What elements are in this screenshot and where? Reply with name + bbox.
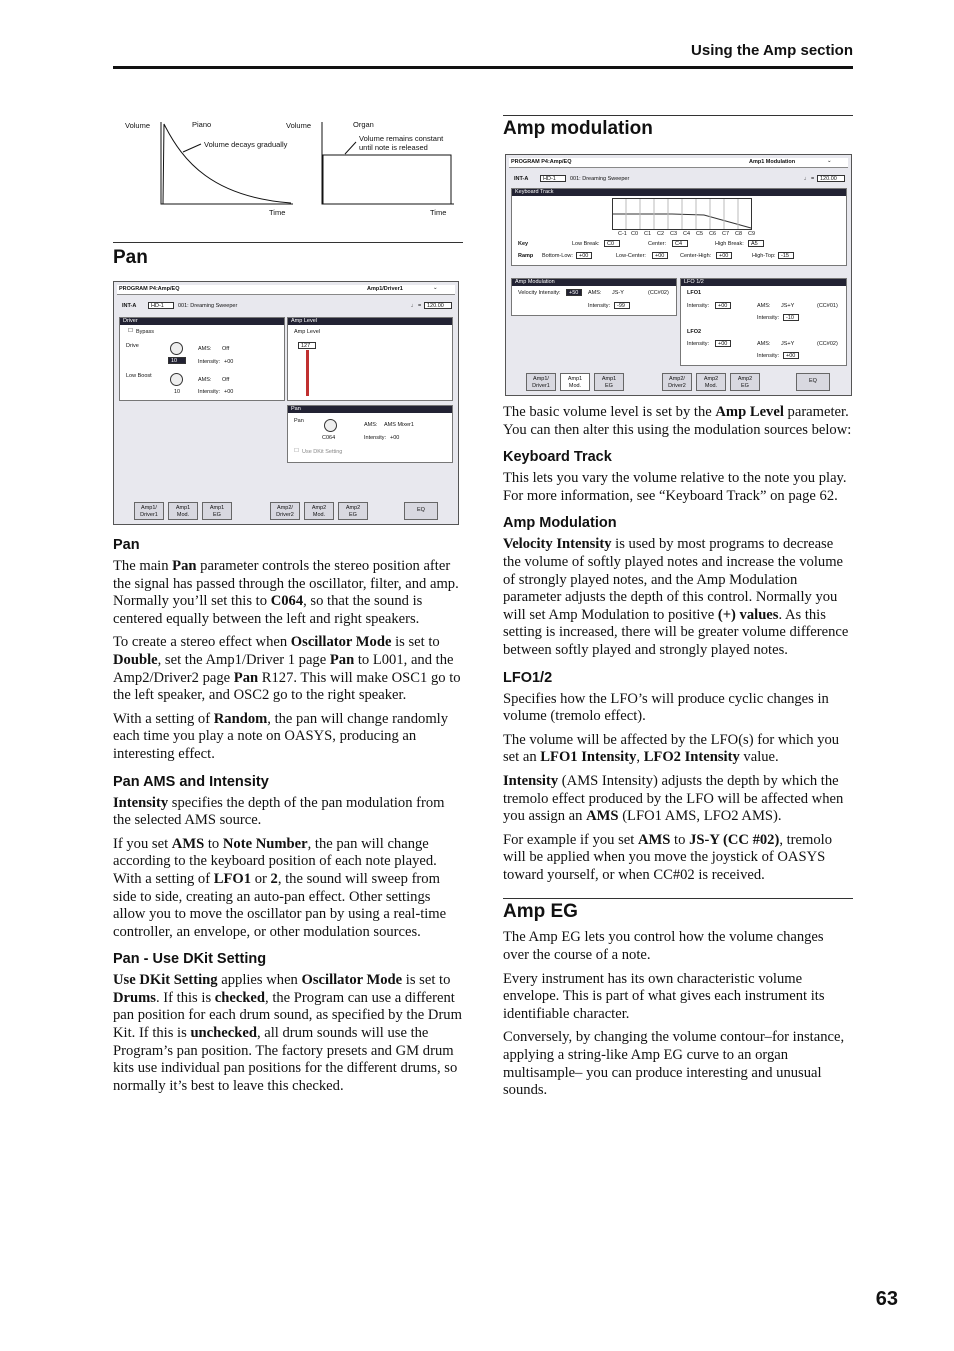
paragraph: The Amp EG lets you control how the volume changes over the course of a note.	[503, 929, 824, 964]
key-label: C5	[696, 231, 704, 237]
tab-amp1-eg[interactable]: Amp1 EG	[202, 502, 232, 520]
lfo-panel: LFO 1/2 LFO1 Intensity: +00 AMS: JS+Y (CC#01) Intensity: -10 LFO2 Intensity: +00 AMS: JS+Y (CC#02) Intensity: +00	[680, 278, 847, 366]
left-name: Piano	[192, 120, 212, 129]
left-column	[113, 537, 463, 1101]
amp-eg-rule	[503, 898, 853, 899]
drive-knob[interactable]	[170, 342, 183, 355]
keyboard-track-panel: Keyboard Track C-1 C0 C1 C2 C3 C4 C5 C6 C7 C8 C9 Key Low Break: C0 Center: C4 High Break: A5 Ramp Bottom-Low: +00 Low-Center: +00 Center-High: +00 High-Top: -15	[511, 188, 847, 266]
amp-level-slider[interactable]	[306, 350, 309, 396]
tab-amp2-mod[interactable]: Amp2 Mod.	[304, 502, 334, 520]
left-note: Volume decays gradually	[204, 140, 288, 149]
left-xlabel: Time	[269, 208, 286, 217]
pan-rule	[113, 242, 463, 243]
right-column	[503, 404, 853, 1106]
window-titlebar: PROGRAM P4:Amp/EQ Amp1 Modulation ⌄	[509, 158, 848, 168]
heading-pan-dkit: Pan - Use DKit Setting	[113, 951, 267, 968]
paragraph: Every instrument has its own characteristic volume envelope. This is part of what gives each instrument its identifiable character.	[503, 970, 825, 1022]
tab-amp2-eg[interactable]: Amp2 EG	[338, 502, 368, 520]
low-boost-knob[interactable]	[170, 373, 183, 386]
key-label: C2	[657, 231, 665, 237]
section-title-amp-eg: Amp EG	[503, 901, 578, 923]
key-label: C7	[722, 231, 730, 237]
keyboard-track-graph	[612, 198, 752, 230]
paragraph: The main Pan parameter controls the stereo position after the signal has passed through the oscillator, filter, and amp. Normally you’ll set this to C064, so that the sound is centered equally between the left and right speakers.	[113, 558, 459, 627]
right-name: Organ	[353, 120, 374, 129]
tab-eq[interactable]: EQ	[796, 373, 830, 391]
key-label: C1	[644, 231, 652, 237]
amp-mod-panel: Amp Modulation Velocity Intensity: +50 AMS: JS-Y (CC#02) Intensity: -99	[511, 278, 677, 316]
pan-panel: Pan Pan C064 AMS: AMS Mixer1 Intensity: +00 ☐ Use DKit Setting	[287, 405, 453, 463]
heading-pan: Pan	[113, 537, 140, 553]
paragraph: Use DKit Setting applies when Oscillator Mode is set to Drums. If this is checked, the Program can use a different pan position for each drum sound, as specified by the Drum Kit. If this is unchecked, all drum sounds will use the Program’s pan position. The factory presets and GM drum kits use individual pan positions for the different drums, so normally it’s best to leave this checked.	[113, 972, 462, 1094]
right-ylabel: Volume	[286, 121, 312, 130]
right-note2: until note is released	[359, 143, 428, 152]
key-label: C4	[683, 231, 691, 237]
tab-amp2-driver2[interactable]: Amp2/ Driver2	[662, 373, 692, 391]
heading-keyboard-track: Keyboard Track	[503, 449, 612, 466]
paragraph: This lets you vary the volume relative to the note you play. For more information, see “Keyboard Track” on page 62.	[503, 470, 847, 504]
heading-lfo12: LFO1/2	[503, 669, 553, 686]
driver-panel: Driver ☐ Bypass Drive 10 AMS: Off Intensity: +00 Low Boost 10 AMS: Off Intensity: +00	[119, 317, 285, 401]
tab-amp1-driver1[interactable]: Amp1/ Driver1	[526, 373, 556, 391]
window-titlebar: PROGRAM P4:Amp/EQ Amp1/Driver1 ⌄	[117, 285, 455, 295]
paragraph: Conversely, by changing the volume contour–for instance, applying a string-like Amp EG curve to an organ multisample– you can produce interesting and unusual sounds.	[503, 1029, 845, 1099]
paragraph: The basic volume level is set by the Amp Level parameter. You can then alter this using the modulation sources below:	[503, 404, 852, 438]
paragraph: The volume will be affected by the LFO(s) for which you set an LFO1 Intensity, LFO2 Intensity value.	[503, 731, 840, 766]
paragraph: If you set AMS to Note Number, the pan will change according to the keyboard position of each note played. With a setting of LFO1 or 2, the sound will sweep from side to side, creating an auto-pan effect. Other settings allow you to move the oscillator pan by using a real-time controller, an envelope, or other modulation sources.	[113, 835, 447, 940]
key-label: C6	[709, 231, 717, 237]
paragraph: Velocity Intensity is used by most programs to decrease the volume of softly played notes and increase the volume of strongly played notes, and the Amp Modulation parameter adjusts the depth of this control. Normally you will set Amp Modulation to positive (+) values. As this setting is increased, there will be greater volume difference between softly played and strongly played notes.	[503, 536, 849, 658]
screenshot-amp-modulation: PROGRAM P4:Amp/EQ Amp1 Modulation ⌄ INT-A HD-1 001: Dreaming Sweeper ♩ = 120.00 Keyboard Track C-1 C0 C1 C2 C3 C4 C5 C6 C7 C8 C9 Key Low Break: C0 Center: C4 High Break: A5 Ramp Bottom-Low: +00 Low-Center: +00 Center-High: +00 High-Top: -15 Amp Modulation Velocity Intensity: +50 AMS: JS-Y (CC#02) Intensity: -99 LFO 1/2 LFO1 Intensity: +00 AMS: JS+Y (CC#01) Intensity: -10 LFO2 Intensity: +00 AMS: JS+Y (CC#02) Intensity: +00 Amp1/ Driver1 Amp1 Mod. Amp1 EG Amp2/ Driver2 Amp2 Mod. Amp2 EG EQ	[505, 154, 852, 396]
page-number: 63	[875, 1288, 898, 1310]
paragraph: Intensity specifies the depth of the pan modulation from the selected AMS source.	[113, 794, 445, 829]
left-ylabel: Volume	[125, 121, 151, 130]
section-title-pan: Pan	[113, 247, 148, 268]
running-header: Using the Amp section	[691, 42, 853, 59]
right-note1: Volume remains constant	[359, 134, 444, 143]
tab-amp2-mod[interactable]: Amp2 Mod.	[696, 373, 726, 391]
tab-amp1-eg[interactable]: Amp1 EG	[594, 373, 624, 391]
paragraph: Intensity (AMS Intensity) adjusts the depth by which the tremolo effect produced by the LFO will be affected when you assign an AMS (LFO1 AMS, LFO2 AMS).	[503, 772, 844, 825]
tab-amp2-eg[interactable]: Amp2 EG	[730, 373, 760, 391]
ampmod-rule	[503, 115, 853, 116]
key-label: C0	[631, 231, 639, 237]
screenshot-amp-driver: PROGRAM P4:Amp/EQ Amp1/Driver1 ⌄ INT-A HD-1 001: Dreaming Sweeper 120.00 ♩ = Driver ☐ Bypass Drive 10 AMS: Off Intensity: +00 Low Boost 10 AMS: Off Intensity: +00 Amp Level Amp Level 127 Pan Pan C064 AMS: AMS Mixer1 Intensity: +00 ☐ Use DKit Setting Amp1/ Driver1 Amp1 Mod. Amp1 EG Amp2/ Driver2 Amp2 Mod. Amp2 EG EQ	[113, 281, 459, 525]
tab-amp1-mod[interactable]: Amp1 Mod.	[560, 373, 590, 391]
heading-pan-ams: Pan AMS and Intensity	[113, 773, 269, 790]
section-title-amp-modulation: Amp modulation	[503, 118, 653, 139]
tab-amp1-mod[interactable]: Amp1 Mod.	[168, 502, 198, 520]
tab-amp2-driver2[interactable]: Amp2/ Driver2	[270, 502, 300, 520]
volume-envelope-diagram	[113, 112, 463, 222]
key-label: C9	[748, 231, 756, 237]
header-rule	[113, 66, 853, 69]
heading-amp-modulation: Amp Modulation	[503, 515, 617, 532]
tab-amp1-driver1[interactable]: Amp1/ Driver1	[134, 502, 164, 520]
amp-level-panel: Amp Level Amp Level 127	[287, 317, 453, 401]
paragraph: Specifies how the LFO’s will produce cyclic changes in volume (tremolo effect).	[503, 690, 829, 725]
tab-eq[interactable]: EQ	[404, 502, 438, 520]
paragraph: To create a stereo effect when Oscillator Mode is set to Double, set the Amp1/Driver 1 page Pan to L001, and the Amp2/Driver2 page Pan R127. This will make OSC1 go to the left speaker, and OSC2 go to the right speaker.	[113, 634, 461, 704]
key-label: C8	[735, 231, 743, 237]
right-xlabel: Time	[430, 208, 447, 217]
key-label: C-1	[618, 231, 627, 237]
pan-knob[interactable]	[324, 419, 337, 432]
paragraph: With a setting of Random, the pan will change randomly each time you play a note on OASYS, producing an interesting effect.	[113, 710, 449, 762]
key-label: C3	[670, 231, 678, 237]
paragraph: For example if you set AMS to JS-Y (CC #02), tremolo will be applied when you move the joystick of OASYS toward yourself, or when CC#02 is received.	[503, 831, 833, 883]
